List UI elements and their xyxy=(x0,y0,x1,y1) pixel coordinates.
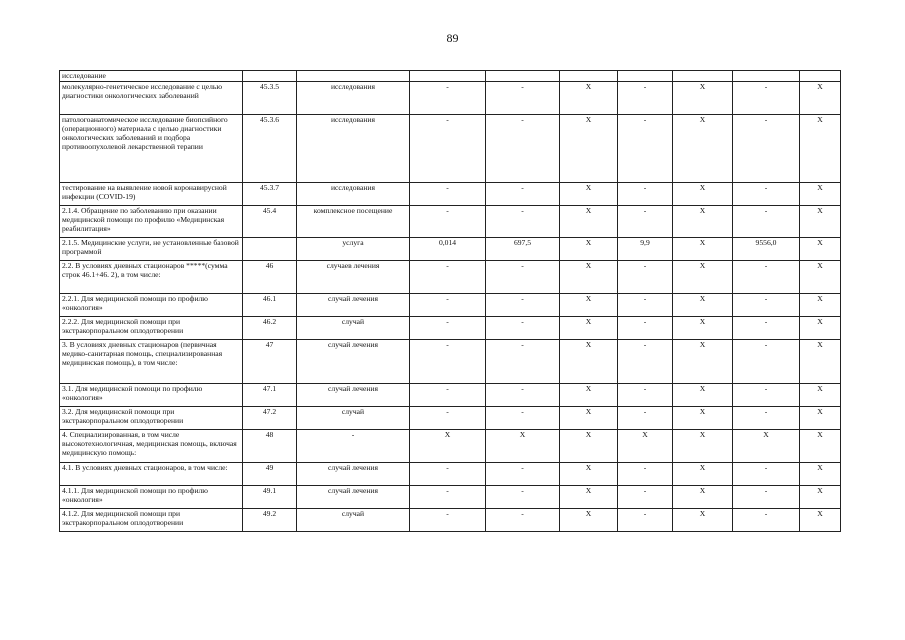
value-cell: - xyxy=(733,463,800,486)
value-cell: - xyxy=(486,340,560,384)
row-code-cell: 47.2 xyxy=(243,407,297,430)
value-cell: X xyxy=(560,384,618,407)
value-cell: - xyxy=(410,294,486,317)
value-cell: - xyxy=(486,407,560,430)
value-cell: - xyxy=(486,115,560,183)
value-cell: - xyxy=(486,294,560,317)
value-cell: X xyxy=(560,430,618,463)
row-name-cell: тестирование на выявление новой коронавирусной инфекции (COVID-19) xyxy=(60,183,243,206)
table-row xyxy=(60,115,841,183)
table-row xyxy=(60,486,841,509)
value-cell: X xyxy=(800,294,841,317)
value-cell: - xyxy=(410,317,486,340)
value-cell: - xyxy=(486,463,560,486)
value-cell: - xyxy=(618,317,673,340)
row-name-cell: патологоанатомическое исследование биопсийного (операционного) материала с целью диагностики онкологических заболеваний и подбора противоопухолевой лекарственной терапии xyxy=(60,115,243,183)
value-cell: - xyxy=(733,294,800,317)
value-cell: X xyxy=(673,340,733,384)
value-cell: - xyxy=(410,261,486,294)
row-unit-cell: случай лечения xyxy=(297,486,410,509)
row-code-cell: 47.1 xyxy=(243,384,297,407)
value-cell: - xyxy=(618,294,673,317)
value-cell: - xyxy=(733,261,800,294)
row-name-cell: 2.1.4. Обращение по заболеванию при оказании медицинской помощи по профилю «Медицинская реабилитация» xyxy=(60,206,243,238)
row-code-cell: 45.3.6 xyxy=(243,115,297,183)
value-cell: - xyxy=(486,486,560,509)
value-cell: X xyxy=(673,509,733,532)
value-cell: - xyxy=(410,183,486,206)
table-row xyxy=(60,82,841,115)
row-name-cell: 2.1.5. Медицинские услуги, не установленные базовой программой xyxy=(60,238,243,261)
table-row xyxy=(60,463,841,486)
value-cell: - xyxy=(618,407,673,430)
value-cell: X xyxy=(618,430,673,463)
row-code-cell: 46 xyxy=(243,261,297,294)
value-cell: - xyxy=(733,486,800,509)
value-cell: X xyxy=(410,430,486,463)
row-code-cell xyxy=(243,71,297,82)
value-cell: - xyxy=(618,384,673,407)
value-cell: - xyxy=(733,183,800,206)
value-cell: - xyxy=(618,115,673,183)
row-code-cell: 49.2 xyxy=(243,509,297,532)
value-cell: X xyxy=(800,463,841,486)
value-cell: - xyxy=(618,486,673,509)
value-cell: - xyxy=(410,206,486,238)
value-cell: X xyxy=(560,206,618,238)
row-name-cell: 3.2. Для медицинской помощи при экстракорпоральном оплодотворении xyxy=(60,407,243,430)
value-cell: - xyxy=(410,407,486,430)
value-cell: X xyxy=(673,384,733,407)
value-cell: X xyxy=(560,407,618,430)
value-cell: X xyxy=(673,317,733,340)
value-cell: X xyxy=(560,509,618,532)
value-cell: X xyxy=(673,430,733,463)
row-unit-cell: случай лечения xyxy=(297,463,410,486)
value-cell: X xyxy=(800,115,841,183)
value-cell: - xyxy=(618,261,673,294)
value-cell: X xyxy=(673,82,733,115)
value-cell xyxy=(486,71,560,82)
row-name-cell: 4.1.1. Для медицинской помощи по профилю «онкология» xyxy=(60,486,243,509)
value-cell: - xyxy=(733,206,800,238)
value-cell: - xyxy=(733,509,800,532)
value-cell: 9556,0 xyxy=(733,238,800,261)
value-cell: X xyxy=(800,261,841,294)
value-cell xyxy=(673,71,733,82)
table-row xyxy=(60,430,841,463)
value-cell: X xyxy=(800,238,841,261)
value-cell: - xyxy=(410,384,486,407)
value-cell: X xyxy=(800,430,841,463)
data-table xyxy=(59,70,841,532)
value-cell: - xyxy=(410,82,486,115)
value-cell xyxy=(800,71,841,82)
value-cell: - xyxy=(486,183,560,206)
table-row xyxy=(60,407,841,430)
value-cell: - xyxy=(618,340,673,384)
row-name-cell: 4.1. В условиях дневных стационаров, в том числе: xyxy=(60,463,243,486)
row-unit-cell: случай лечения xyxy=(297,340,410,384)
row-unit-cell: исследования xyxy=(297,82,410,115)
row-name-cell: исследование xyxy=(60,71,243,82)
value-cell: X xyxy=(800,340,841,384)
value-cell: X xyxy=(673,261,733,294)
value-cell: X xyxy=(560,463,618,486)
value-cell: X xyxy=(673,486,733,509)
value-cell: - xyxy=(733,317,800,340)
value-cell: - xyxy=(618,463,673,486)
value-cell: X xyxy=(673,238,733,261)
value-cell: X xyxy=(800,183,841,206)
value-cell: - xyxy=(618,82,673,115)
row-code-cell: 47 xyxy=(243,340,297,384)
value-cell: - xyxy=(410,486,486,509)
value-cell: X xyxy=(673,407,733,430)
value-cell: - xyxy=(618,509,673,532)
row-unit-cell: случай лечения xyxy=(297,294,410,317)
row-code-cell: 48 xyxy=(243,430,297,463)
value-cell: X xyxy=(673,115,733,183)
row-code-cell: 46.1 xyxy=(243,294,297,317)
value-cell: - xyxy=(733,407,800,430)
value-cell: X xyxy=(560,261,618,294)
row-name-cell: 3.1. Для медицинской помощи по профилю «онкология» xyxy=(60,384,243,407)
table-row xyxy=(60,261,841,294)
row-code-cell: 45.3.5 xyxy=(243,82,297,115)
value-cell: X xyxy=(800,384,841,407)
value-cell: - xyxy=(410,115,486,183)
value-cell: - xyxy=(733,115,800,183)
table-row xyxy=(60,317,841,340)
row-unit-cell: случай xyxy=(297,407,410,430)
row-unit-cell: случай xyxy=(297,509,410,532)
value-cell: - xyxy=(618,183,673,206)
row-unit-cell xyxy=(297,71,410,82)
value-cell: X xyxy=(800,82,841,115)
table-row xyxy=(60,509,841,532)
value-cell: X xyxy=(560,486,618,509)
value-cell: X xyxy=(560,294,618,317)
row-code-cell: 45.4 xyxy=(243,206,297,238)
row-name-cell: 2.2.1. Для медицинской помощи по профилю «онкология» xyxy=(60,294,243,317)
table-row xyxy=(60,238,841,261)
value-cell: - xyxy=(486,82,560,115)
value-cell xyxy=(560,71,618,82)
value-cell: X xyxy=(800,509,841,532)
table-row xyxy=(60,71,841,82)
row-code-cell: 49 xyxy=(243,463,297,486)
row-unit-cell: случаев лечения xyxy=(297,261,410,294)
row-code-cell xyxy=(243,238,297,261)
value-cell: - xyxy=(410,463,486,486)
value-cell: X xyxy=(560,115,618,183)
value-cell: - xyxy=(486,261,560,294)
value-cell: X xyxy=(800,317,841,340)
row-name-cell: молекулярно-генетическое исследование с целью диагностики онкологических заболеваний xyxy=(60,82,243,115)
value-cell: 9,9 xyxy=(618,238,673,261)
row-unit-cell: комплексное посещение xyxy=(297,206,410,238)
value-cell: - xyxy=(618,206,673,238)
value-cell: - xyxy=(486,317,560,340)
value-cell: 697,5 xyxy=(486,238,560,261)
value-cell: X xyxy=(733,430,800,463)
row-name-cell: 4.1.2. Для медицинской помощи при экстракорпоральном оплодотворении xyxy=(60,509,243,532)
table-row xyxy=(60,206,841,238)
value-cell: 0,014 xyxy=(410,238,486,261)
value-cell: - xyxy=(410,509,486,532)
value-cell xyxy=(410,71,486,82)
value-cell: X xyxy=(560,183,618,206)
value-cell: - xyxy=(486,206,560,238)
value-cell: X xyxy=(800,486,841,509)
table-row xyxy=(60,183,841,206)
table-row xyxy=(60,384,841,407)
page-number: 89 xyxy=(446,31,459,45)
row-code-cell: 49.1 xyxy=(243,486,297,509)
row-code-cell: 45.3.7 xyxy=(243,183,297,206)
row-name-cell: 4. Специализированная, в том числе высокотехнологичная, медицинская помощь, включая медицинскую помощь: xyxy=(60,430,243,463)
row-name-cell: 2.2. В условиях дневных стационаров *****(сумма строк 46.1+46. 2), в том числе: xyxy=(60,261,243,294)
row-unit-cell: случай лечения xyxy=(297,384,410,407)
row-name-cell: 2.2.2. Для медицинской помощи при экстракорпоральном оплодотворении xyxy=(60,317,243,340)
value-cell xyxy=(733,71,800,82)
value-cell: X xyxy=(673,294,733,317)
value-cell: X xyxy=(486,430,560,463)
value-cell: X xyxy=(560,238,618,261)
row-unit-cell: исследования xyxy=(297,115,410,183)
value-cell: - xyxy=(486,384,560,407)
value-cell: X xyxy=(560,317,618,340)
value-cell: X xyxy=(673,463,733,486)
row-unit-cell: услуга xyxy=(297,238,410,261)
row-unit-cell: случай xyxy=(297,317,410,340)
value-cell: X xyxy=(800,206,841,238)
value-cell xyxy=(618,71,673,82)
value-cell: X xyxy=(673,206,733,238)
table-row xyxy=(60,294,841,317)
row-unit-cell: исследования xyxy=(297,183,410,206)
value-cell: - xyxy=(486,509,560,532)
table-body xyxy=(60,71,841,532)
value-cell: X xyxy=(800,407,841,430)
value-cell: - xyxy=(410,340,486,384)
table-row xyxy=(60,340,841,384)
value-cell: - xyxy=(733,82,800,115)
value-cell: X xyxy=(560,82,618,115)
value-cell: X xyxy=(673,183,733,206)
value-cell: - xyxy=(733,384,800,407)
row-unit-cell: - xyxy=(297,430,410,463)
row-name-cell: 3. В условиях дневных стационаров (первичная медико-санитарная помощь, специализированная медицинская помощь), в том числе: xyxy=(60,340,243,384)
value-cell: - xyxy=(733,340,800,384)
row-code-cell: 46.2 xyxy=(243,317,297,340)
value-cell: X xyxy=(560,340,618,384)
